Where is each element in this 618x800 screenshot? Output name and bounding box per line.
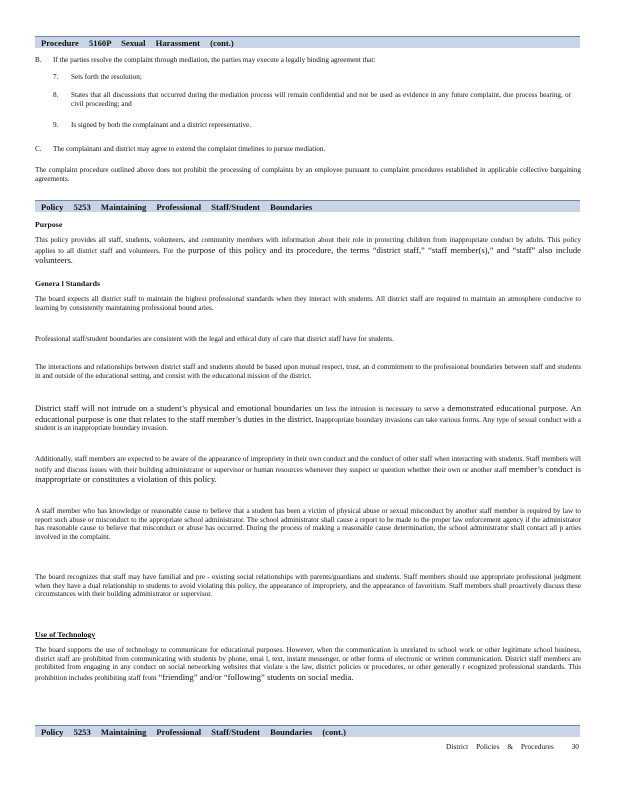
closing-note: The complaint procedure outlined above does not prohibit the processing of complaints by an employee pursuant to complaint procedures established in applicable collective bargaining agreements. [35, 166, 581, 183]
p4-small-a: less the intrusion is necessary to serve a [325, 405, 445, 413]
policy-continued-band: Policy 5253 Maintaining Professional Staff/Student Boundaries (cont.) [35, 725, 580, 737]
item-7-number: 7. [53, 73, 59, 81]
purpose-text-large: purpose of this policy and its procedure, the terms “district staff,” “staff member(s),” and “staff” also include volunteers. [35, 244, 581, 266]
section-b-label: B. [35, 56, 42, 64]
purpose-heading: Purpose [35, 220, 63, 229]
section-c-text: The complainant and district may agree to extend the complaint timelines to pursue mediation. [53, 145, 326, 153]
policy-header-band: Policy 5253 Maintaining Professional Staff/Student Boundaries [35, 200, 580, 212]
item-7-text: Sets forth the resolution; [71, 73, 142, 81]
purpose-text [35, 236, 581, 266]
procedure-header-band: Procedure 5160P Sexual Harassment (cont.) [35, 36, 580, 48]
technology-text-large: “friending” and/or “following” students on social media. [158, 671, 354, 682]
section-c-label: C. [35, 145, 42, 153]
general-standards-p4 [35, 403, 581, 433]
page-footer [446, 742, 579, 751]
purpose-text-small: This policy provides all staff, students, volunteers, and community members with information about their role in protecting children from inappropriate conduct by adults. This policy applies to all district staff and volunteers. For the [35, 236, 581, 255]
p4-large-a: District staff will not intrude on a student’s physical and emotional boundaries un [35, 403, 324, 413]
general-standards-p6: A staff member who has knowledge or reasonable cause to believe that a student has been a victim of physical abuse or sexual misconduct by another staff member is required by law to report such abuse or misconduct to the appropriate school administrator. The school administrator shall cause a report to be made to the proper law enforcement agency if the administrator has reasonable cause to believe that misconduct or abuse has occurred. During the process of making a reasonable cause determination, the school administrator shall contact all p arties involved in the complaint. [35, 507, 581, 541]
general-standards-p7: The board recognizes that staff may have familial and pre - existing social relationships with parents/guardians and students. Staff members should use appropriate professional judgment when they have a dual relationship to students to avoid violating this policy, the appearance of impropriety, and the appearance of favoritism. Staff members shall proactively discuss these circumstances with their building administrator or supervisor. [35, 573, 581, 599]
use-of-technology-heading: Use of Technology [35, 630, 96, 639]
page-number: 30 [571, 742, 579, 751]
item-8-number: 8. [53, 91, 59, 99]
general-standards-heading: Genera l Standards [35, 279, 100, 288]
p5-small: Additionally, staff members are expected to be aware of the appearance of impropriety in their own conduct and the conduct of other staff when interacting with students. Staff members will notify and discuss issues with their building administrator or supervisor or human resources whenever they suspect or question whether their own or another staff [35, 455, 581, 474]
general-standards-p5 [35, 455, 581, 485]
footer-title: District Policies & Procedures [446, 742, 554, 751]
p5-large: member’s conduct is inappropriate or constitutes a violation of this policy. [35, 463, 581, 485]
p4-small-b: Inappropriate boundary invasions can take various forms. Any type of sexual conduct with a student is an inappropriate boundary invasion. [35, 415, 582, 433]
general-standards-p1: The board expects all district staff to maintain the highest professional standards when they interact with students. All district staff are required to maintain an atmosphere conducive to learning by consistently maintaining professional bound aries. [35, 295, 581, 312]
p4-large-b: demonstrated educational purpose. An educational purpose is one that relates to the staff member’s duties in the district. [35, 403, 582, 424]
section-b-intro: If the parties resolve the complaint through mediation, the parties may execute a legally binding agreement that: [53, 56, 376, 64]
item-9-text: Is signed by both the complainant and a district representative. [71, 121, 252, 129]
general-standards-p2: Professional staff/student boundaries are consistent with the legal and ethical duty of care that district staff have for students. [35, 335, 394, 343]
item-8-text: States that all discussions that occurred during the mediation process will remain confidential and not be used as evidence in any future complaint, due process hearing, or civil proceeding; and [71, 91, 571, 108]
use-of-technology-text [35, 646, 581, 682]
technology-text-small: The board supports the use of technology to communicate for educational purposes. However, when the communication is unrelated to school work or other legitimate school business, district staff are prohibited from communicating with students by phone, emai l, text, instant messenger, or other forms of electronic or written communication. District staff members are prohibited from engaging in any conduct on social networking websites that violate s the law, district policies or procedures, or other generally r ecognized professional standards. This prohibition includes prohibiting staff from [35, 646, 581, 682]
general-standards-p3: The interactions and relationships between district staff and students should be based upon mutual respect, trust, an d commitment to the professional boundaries between staff and students in and outside of the educational setting, and consist with the educational mission of the district. [35, 363, 581, 380]
item-9-number: 9. [53, 121, 59, 129]
